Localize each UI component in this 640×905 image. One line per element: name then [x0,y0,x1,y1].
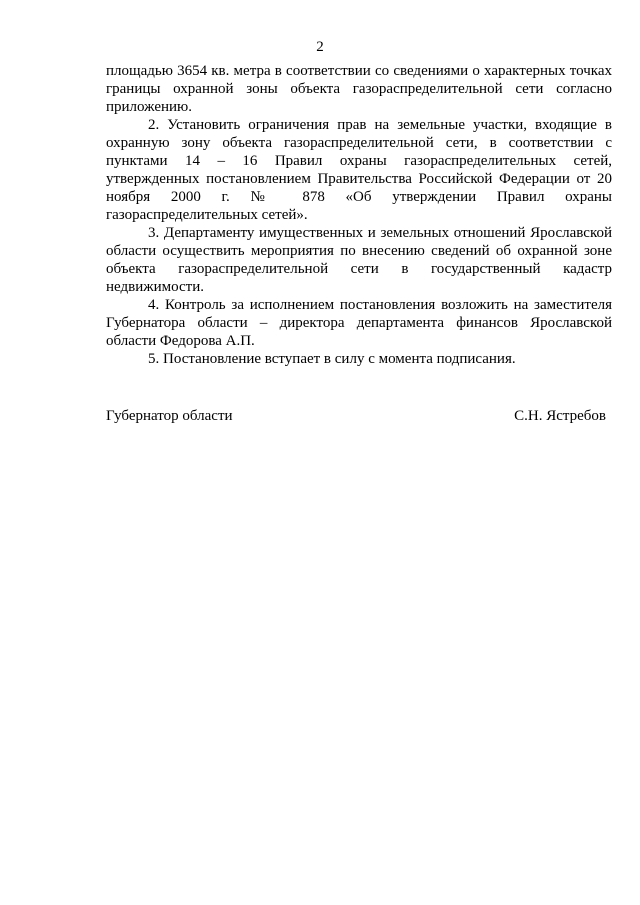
paragraph-item-5: 5. Постановление вступает в силу с момента подписания. [148,351,516,367]
signatory-name: С.Н. Ястребов [514,408,606,424]
signature-block [106,407,606,425]
paragraph-item-3: 3. Департаменту имущественных и земельных отношений Ярославской области осуществить мероприятия по внесению сведений об охранной зоне объекта газораспределительной сети в государственный кадастр недвижимости. [106,225,612,295]
paragraph-item-4: 4. Контроль за исполнением постановления возложить на заместителя Губернатора области – директора департамента финансов Ярославской области Федорова А.П. [106,297,612,349]
signatory-position: Губернатор области [106,408,233,424]
page-number: 2 [316,39,324,55]
paragraph-continuation: площадью 3654 кв. метра в соответствии со сведениями о характерных точках границы охранной зоны объекта газораспределительной сети согласно приложению. [106,63,612,115]
document-body [106,62,612,368]
paragraph-item-2: 2. Установить ограничения прав на земельные участки, входящие в охранную зону объекта газораспределительной сети, в соответствии с пунктами 14 – 16 Правил охраны газораспределительных сетей, утвержденных постановлением Правительства Российской Федерации от 20 ноября 2000 г. № 878 «Об утверждении Правил охраны газораспределительных сетей». [106,117,612,223]
